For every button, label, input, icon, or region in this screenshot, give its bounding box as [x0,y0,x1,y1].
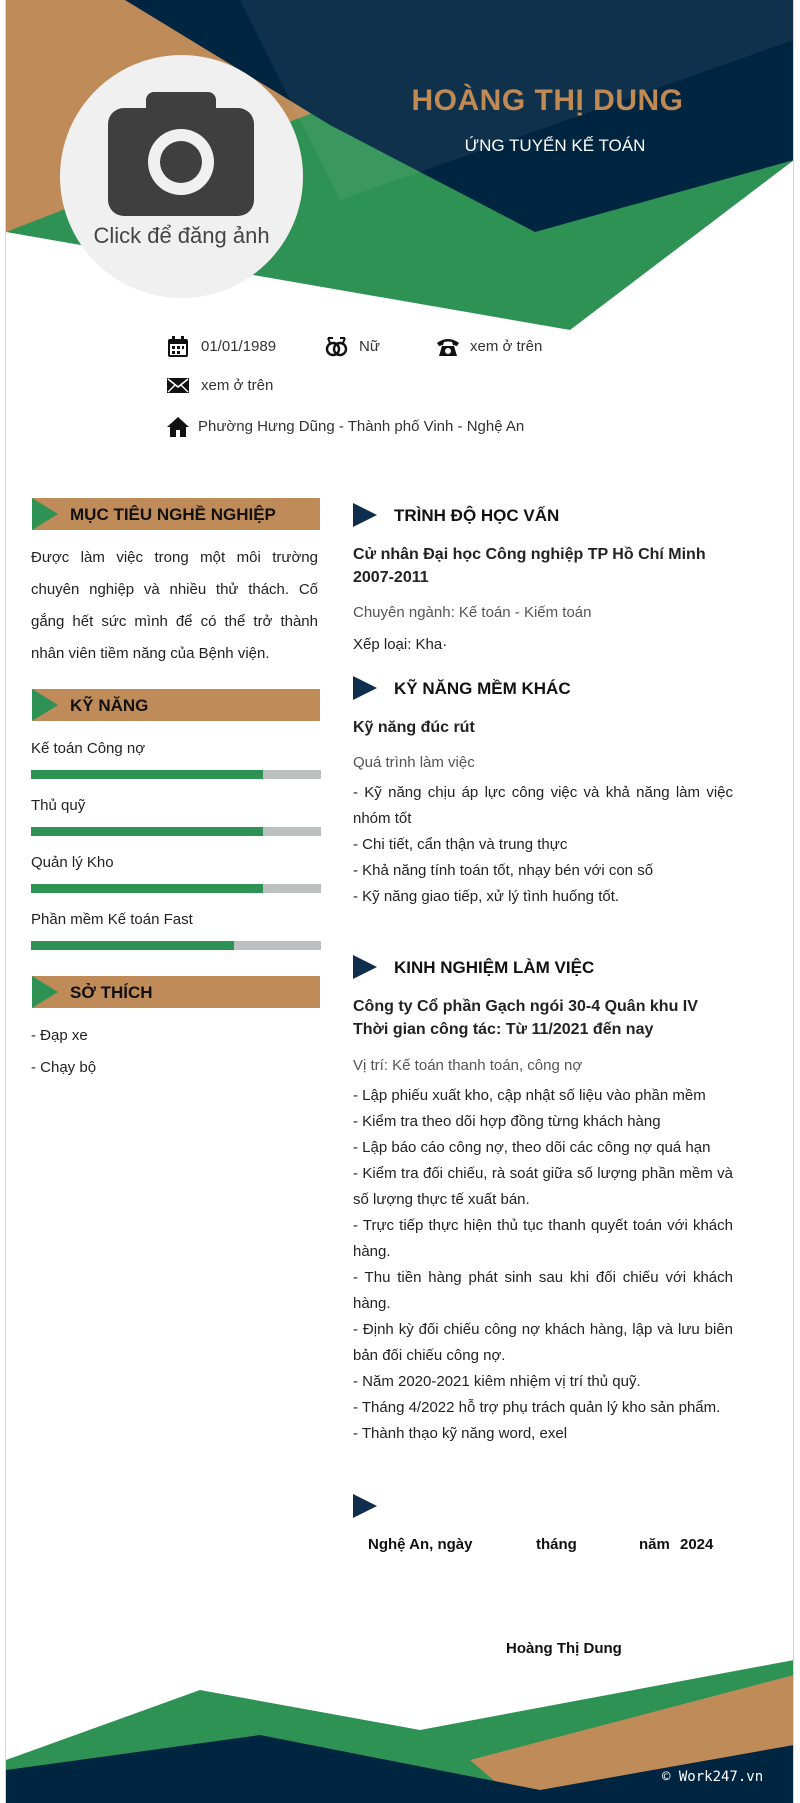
applied-position: ỨNG TUYỂN KẾ TOÁN [464,136,646,155]
education-rank: Xếp loại: Kha· [353,636,448,653]
list-item: - Thu tiền hàng phát sinh sau khi đối chiếu với khách hàng. [353,1269,733,1312]
section-experience-header [353,955,733,979]
section-softskills-title: KỸ NĂNG MỀM KHÁC [394,679,571,698]
section-signature-header [353,1494,733,1518]
list-item: - Định kỳ đối chiếu công nợ khách hàng, lập và lưu biên bản đối chiếu công nợ. [353,1321,733,1364]
section-softskills-header [353,676,733,700]
candidate-name: HOÀNG THỊ DUNG [411,84,684,117]
hobby-item: - Đạp xe [31,1027,88,1044]
section-education-title: TRÌNH ĐỘ HỌC VẤN [394,506,560,525]
skill-bar [31,884,321,893]
section-skills-header [32,689,320,721]
phone-value: xem ở trên [470,338,543,355]
softskills-subtitle: Kỹ năng đúc rút [353,719,475,736]
section-marker-icon [32,498,58,530]
list-item: - Tháng 4/2022 hỗ trợ phụ trách quản lý kho sản phẩm. [353,1399,721,1416]
education-major: Chuyên ngành: Kế toán - Kiếm toán [353,604,592,621]
skill-bar-fill [31,770,263,779]
section-hobbies-title: SỞ THÍCH [70,983,153,1002]
skill-bar [31,827,321,836]
signature-year-label: năm [639,1536,670,1553]
address-value: Phường Hưng Dũng - Thành phố Vinh - Nghệ An [198,418,525,435]
skill-label: Thủ quỹ [31,797,86,814]
objective-text: Được làm việc trong một môi trường chuyên nghiệp và nhiều thử thách. Cố gắng hết sức mình để có thể trở thành nhân viên tiềm năng của Bệnh viện. [31,549,318,662]
skill-bar-fill [31,941,234,950]
list-item: - Trực tiếp thực hiện thủ tục thanh quyết toán với khách hàng. [353,1217,733,1260]
calendar-icon [167,336,189,358]
photo-upload[interactable] [60,55,303,298]
list-item: - Khả năng tính toán tốt, nhạy bén với con số [353,862,654,879]
list-item: - Kiểm tra theo dõi hợp đồng từng khách hàng [353,1113,661,1130]
photo-upload-label: Click để đăng ảnh [93,223,270,248]
experience-company: Công ty Cổ phần Gạch ngói 30-4 Quân khu IV [353,998,698,1015]
list-item: - Năm 2020-2021 kiêm nhiệm vị trí thủ quỹ. [353,1373,641,1390]
signature-place-date: Nghệ An, ngày [368,1536,473,1553]
section-marker-icon [32,689,58,721]
section-marker-icon [32,976,58,1008]
copyright-text: © Work247.vn [662,1769,764,1785]
experience-position: Vị trí: Kế toán thanh toán, công nợ [353,1057,583,1074]
list-item: - Kiểm tra đối chiếu, rà soát giữa số lượng phần mềm và số lượng thực tế xuất bán. [353,1165,733,1208]
experience-list [353,1083,733,1447]
home-icon [167,416,189,438]
skill-bar [31,770,321,779]
section-hobbies-header [32,976,320,1008]
dob-value: 01/01/1989 [201,338,277,355]
gender-value: Nữ [359,338,380,355]
list-item: - Thành thạo kỹ năng word, exel [353,1425,568,1442]
list-item: - Lập báo cáo công nợ, theo dõi các công nợ quá hạn [353,1139,711,1156]
skill-label: Quản lý Kho [31,854,114,871]
section-education-header [353,503,733,527]
list-item: - Lập phiếu xuất kho, cập nhật số liệu vào phần mềm [353,1087,706,1104]
list-item: - Kỹ năng giao tiếp, xử lý tình huống tốt. [353,888,620,905]
section-marker-icon [353,676,377,700]
phone-icon [436,336,460,358]
experience-period: Thời gian công tác: Từ 11/2021 đến nay [353,1021,654,1038]
gender-icon [325,336,349,358]
email-value: xem ở trên [201,377,274,394]
softskills-list [353,780,733,910]
list-item: - Kỹ năng chịu áp lực công việc và khả năng làm việc nhóm tốt [353,784,733,827]
signature-year: 2024 [680,1536,714,1553]
section-experience-title: KINH NGHIỆM LÀM VIỆC [394,958,595,977]
education-years: 2007-2011 [353,569,429,586]
section-marker-icon [353,1494,377,1518]
education-school: Cử nhân Đại học Công nghiệp TP Hồ Chí Minh [353,546,706,563]
skill-label: Phần mềm Kế toán Fast [31,911,193,928]
skill-label: Kế toán Công nợ [31,740,146,757]
softskills-source: Quá trình làm việc [353,754,475,771]
list-item: - Chi tiết, cẩn thận và trung thực [353,836,568,853]
signature-name: Hoàng Thị Dung [506,1640,622,1657]
skill-bar-fill [31,884,263,893]
camera-icon [108,90,254,216]
envelope-icon [167,375,189,395]
section-objective-title: MỤC TIÊU NGHỀ NGHIỆP [70,505,276,524]
hobby-item: - Chạy bộ [31,1059,97,1076]
section-skills-title: KỸ NĂNG [70,696,149,715]
section-objective-header [32,498,320,530]
section-marker-icon [353,503,377,527]
skill-bar-fill [31,827,263,836]
skill-bar [31,941,321,950]
signature-month: tháng [536,1536,577,1553]
section-marker-icon [353,955,377,979]
